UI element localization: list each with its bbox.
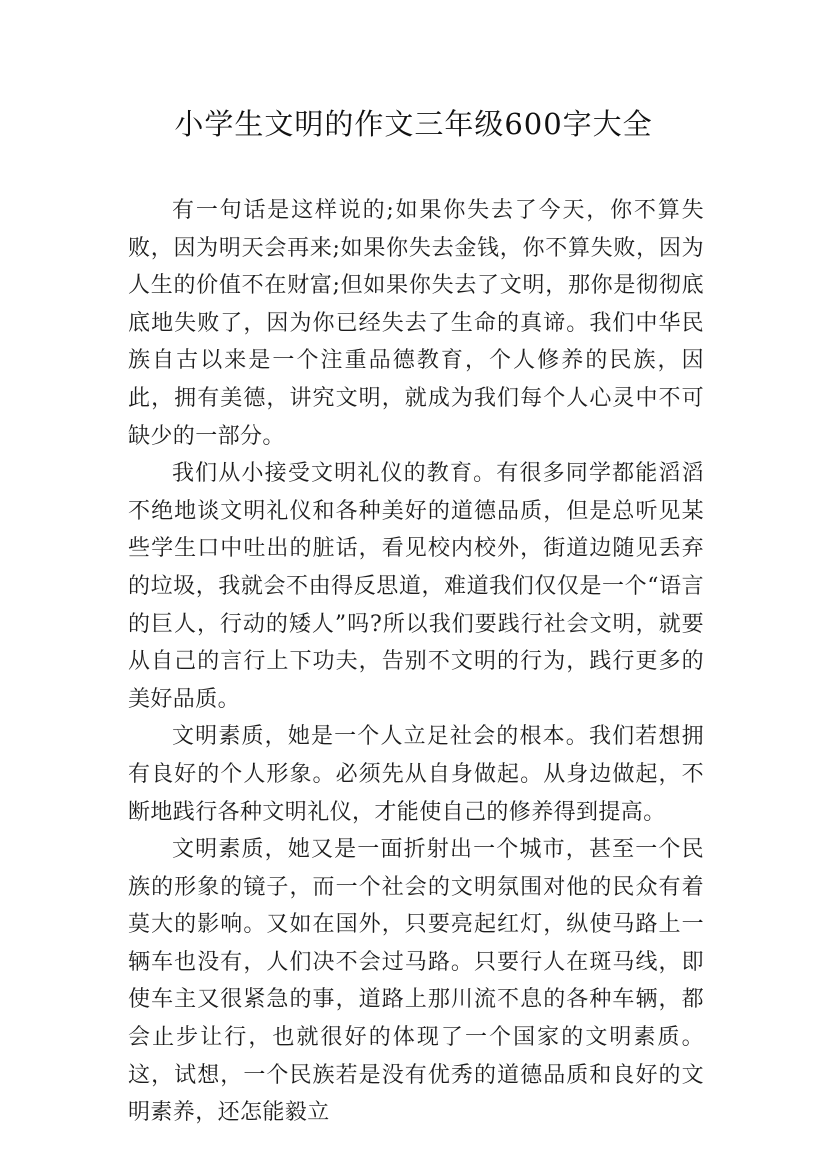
paragraph-2: 我们从小接受文明礼仪的教育。有很多同学都能滔滔不绝地谈文明礼仪和各种美好的道德品质，但是总听见某些学生口中吐出的脏话，看见校内校外，街道边随见丢弃的垃圾，我就会不由得反思道，难道我们仅仅是一个“语言的巨人，行动的矮人”吗?所以我们要践行社会文明，就要从自己的言行上下功夫，告别不文明的行为，践行更多的美好品质。 <box>128 461 704 712</box>
paragraph-4: 文明素质，她又是一面折射出一个城市，甚至一个民族的形象的镜子，而一个社会的文明氛围对他的民众有着莫大的影响。又如在国外，只要亮起红灯，纵使马路上一辆车也没有，人们决不会过马路。只要行人在斑马线，即使车主又很紧急的事，道路上那川流不息的各种车辆，都会止步让行，也就很好的体现了一个国家的文明素质。这，试想，一个民族若是没有优秀的道德品质和良好的文明素养，还怎能毅立 <box>128 837 704 1126</box>
document-title: 小学生文明的作文三年级600字大全 <box>174 107 653 141</box>
paragraph-3: 文明素质，她是一个人立足社会的根本。我们若想拥有良好的个人形象。必须先从自身做起。从身边做起，不断地践行各种文明礼仪，才能使自己的修养得到提高。 <box>128 724 704 825</box>
paragraph-1: 有一句话是这样说的;如果你失去了今天，你不算失败，因为明天会再来;如果你失去金钱，你不算失败，因为人生的价值不在财富;但如果你失去了文明，那你是彻彻底底地失败了，因为你已经失去了生命的真谛。我们中华民族自古以来是一个注重品德教育，个人修养的民族，因此，拥有美德，讲究文明，就成为我们每个人心灵中不可缺少的一部分。 <box>128 198 704 449</box>
document-body <box>128 192 704 1132</box>
